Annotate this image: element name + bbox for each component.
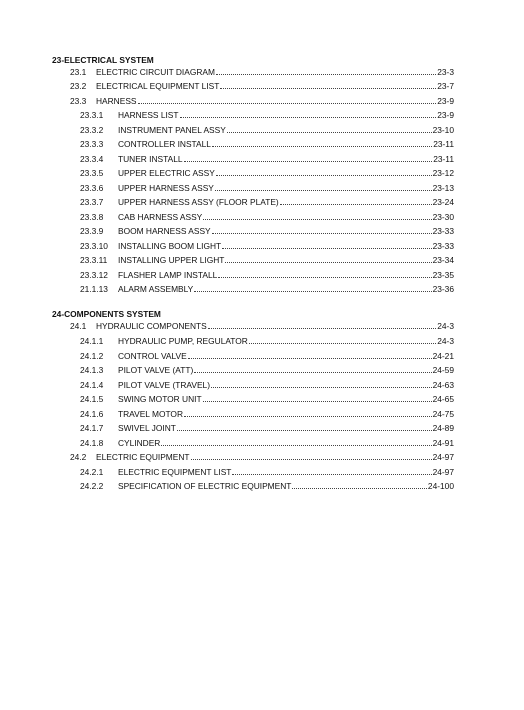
- toc-entry[interactable]: [70, 321, 454, 331]
- entry-page: 23-10: [432, 125, 454, 135]
- section-title: 24-COMPONENTS SYSTEM: [52, 309, 161, 319]
- dot-leader: [208, 327, 436, 329]
- entry-label: TRAVEL MOTOR: [118, 409, 183, 419]
- toc-entry[interactable]: [80, 423, 454, 433]
- entry-page: 24-100: [427, 481, 454, 491]
- entry-number: 23.2: [70, 81, 87, 91]
- entry-number: 23.3.7: [80, 197, 104, 207]
- dot-leader: [203, 218, 431, 220]
- entry-page: 23-13: [432, 183, 454, 193]
- entry-page: 24-3: [437, 321, 454, 331]
- entry-label: CAB HARNESS ASSY: [118, 212, 203, 222]
- dot-leader: [188, 357, 432, 359]
- dot-leader: [222, 247, 431, 249]
- dot-leader: [227, 131, 432, 133]
- dot-leader: [184, 415, 432, 417]
- entry-number: 21.1.13: [80, 284, 108, 294]
- dot-leader: [212, 145, 432, 147]
- entry-number: 23.3.8: [80, 212, 104, 222]
- entry-label: ELECTRIC CIRCUIT DIAGRAM: [96, 67, 215, 77]
- entry-page: 24-3: [437, 336, 454, 346]
- entry-label: INSTALLING UPPER LIGHT: [118, 255, 225, 265]
- toc-entry[interactable]: [70, 96, 454, 106]
- entry-label: HARNESS: [96, 96, 137, 106]
- dot-leader: [292, 487, 427, 489]
- dot-leader: [215, 189, 432, 191]
- entry-page: 24-91: [432, 438, 454, 448]
- entry-page: 23-9: [437, 110, 454, 120]
- entry-number: 23.3.2: [80, 125, 104, 135]
- entry-label: PILOT VALVE (TRAVEL): [118, 380, 210, 390]
- dot-leader: [211, 386, 432, 388]
- dot-leader: [216, 73, 436, 75]
- entry-page: 23-36: [432, 284, 454, 294]
- toc-entry[interactable]: [70, 67, 454, 77]
- entry-number: 23.3.3: [80, 139, 104, 149]
- entry-page: 23-30: [432, 212, 454, 222]
- entry-label: INSTALLING BOOM LIGHT: [118, 241, 222, 251]
- entry-label: BOOM HARNESS ASSY: [118, 226, 211, 236]
- toc-entry[interactable]: [80, 125, 454, 135]
- entry-page: 24-21: [432, 351, 454, 361]
- entry-number: 23.1: [70, 67, 87, 77]
- dot-leader: [280, 203, 432, 205]
- entry-page: 23-3: [437, 67, 454, 77]
- toc-entry[interactable]: [80, 351, 454, 361]
- entry-label: FLASHER LAMP INSTALL: [118, 270, 218, 280]
- toc-entry[interactable]: [80, 365, 454, 375]
- toc-entry[interactable]: [80, 270, 454, 280]
- entry-label: ELECTRIC EQUIPMENT LIST: [118, 467, 232, 477]
- toc-entry[interactable]: [80, 139, 454, 149]
- entry-label: CYLINDER: [118, 438, 161, 448]
- toc-entry[interactable]: [70, 81, 454, 91]
- dot-leader: [180, 116, 437, 118]
- entry-page: 23-12: [432, 168, 454, 178]
- entry-label: HYDRAULIC PUMP, REGULATOR: [118, 336, 248, 346]
- entry-page: 24-89: [432, 423, 454, 433]
- toc-entry[interactable]: [80, 467, 454, 477]
- entry-page: 23-9: [437, 96, 454, 106]
- entry-page: 24-97: [432, 467, 454, 477]
- entry-number: 24.1.3: [80, 365, 104, 375]
- entry-label: INSTRUMENT PANEL ASSY: [118, 125, 226, 135]
- dot-leader: [191, 458, 432, 460]
- toc-entry[interactable]: [80, 255, 454, 265]
- entry-label: HARNESS LIST: [118, 110, 179, 120]
- entry-page: 24-97: [432, 452, 454, 462]
- dot-leader: [232, 473, 431, 475]
- entry-label: UPPER ELECTRIC ASSY: [118, 168, 215, 178]
- entry-number: 23.3.1: [80, 110, 104, 120]
- entry-number: 23.3.12: [80, 270, 108, 280]
- entry-page: 23-34: [432, 255, 454, 265]
- entry-label: ALARM ASSEMBLY: [118, 284, 194, 294]
- toc-entry[interactable]: [80, 241, 454, 251]
- entry-page: 23-33: [432, 241, 454, 251]
- toc-entry[interactable]: [80, 226, 454, 236]
- dot-leader: [194, 290, 431, 292]
- dot-leader: [184, 160, 433, 162]
- dot-leader: [161, 444, 431, 446]
- entry-number: 24.1.5: [80, 394, 104, 404]
- dot-leader: [249, 342, 436, 344]
- entry-label: CONTROLLER INSTALL: [118, 139, 211, 149]
- entry-number: 23.3.10: [80, 241, 108, 251]
- entry-number: 23.3.5: [80, 168, 104, 178]
- toc-entry[interactable]: [80, 110, 454, 120]
- entry-label: PILOT VALVE (ATT): [118, 365, 194, 375]
- dot-leader: [203, 400, 432, 402]
- entry-page: 23-35: [432, 270, 454, 280]
- entry-label: UPPER HARNESS ASSY: [118, 183, 214, 193]
- toc-entry[interactable]: [80, 438, 454, 448]
- entry-number: 24.2.2: [80, 481, 104, 491]
- entry-page: 23-24: [432, 197, 454, 207]
- entry-number: 24.1: [70, 321, 87, 331]
- toc-entry[interactable]: [80, 183, 454, 193]
- toc-entry[interactable]: [80, 284, 454, 294]
- entry-label: ELECTRICAL EQUIPMENT LIST: [96, 81, 220, 91]
- toc-entry[interactable]: [80, 380, 454, 390]
- entry-label: UPPER HARNESS ASSY (FLOOR PLATE): [118, 197, 279, 207]
- entry-number: 24.2: [70, 452, 87, 462]
- toc-entry[interactable]: [80, 168, 454, 178]
- entry-page: 23-11: [433, 154, 454, 164]
- toc-entry[interactable]: [80, 409, 454, 419]
- entry-page: 24-63: [432, 380, 454, 390]
- entry-number: 24.2.1: [80, 467, 104, 477]
- entry-number: 24.1.2: [80, 351, 104, 361]
- toc-entry[interactable]: [70, 452, 454, 462]
- toc-entry[interactable]: [80, 197, 454, 207]
- entry-page: 23-7: [437, 81, 454, 91]
- dot-leader: [220, 87, 436, 89]
- dot-leader: [225, 261, 431, 263]
- entry-number: 24.1.8: [80, 438, 104, 448]
- entry-page: 23-11: [433, 139, 454, 149]
- entry-number: 24.1.6: [80, 409, 104, 419]
- dot-leader: [138, 102, 437, 104]
- dot-leader: [194, 371, 431, 373]
- toc-entry[interactable]: [80, 212, 454, 222]
- entry-label: TUNER INSTALL: [118, 154, 183, 164]
- entry-number: 23.3.9: [80, 226, 104, 236]
- entry-number: 23.3: [70, 96, 87, 106]
- dot-leader: [212, 232, 432, 234]
- dot-leader: [218, 276, 431, 278]
- entry-number: 24.1.4: [80, 380, 104, 390]
- entry-label: SWING MOTOR UNIT: [118, 394, 202, 404]
- entry-number: 23.3.11: [80, 255, 108, 265]
- entry-number: 23.3.4: [80, 154, 104, 164]
- dot-leader: [216, 174, 432, 176]
- entry-label: SPECIFICATION OF ELECTRIC EQUIPMENT: [118, 481, 292, 491]
- entry-number: 23.3.6: [80, 183, 104, 193]
- entry-number: 24.1.1: [80, 336, 104, 346]
- entry-page: 24-59: [432, 365, 454, 375]
- entry-label: HYDRAULIC COMPONENTS: [96, 321, 207, 331]
- section-title: 23-ELECTRICAL SYSTEM: [52, 55, 154, 65]
- entry-label: CONTROL VALVE: [118, 351, 187, 361]
- dot-leader: [177, 429, 432, 431]
- entry-number: 24.1.7: [80, 423, 104, 433]
- entry-page: 23-33: [432, 226, 454, 236]
- entry-label: ELECTRIC EQUIPMENT: [96, 452, 190, 462]
- toc-entry[interactable]: [80, 154, 454, 164]
- entry-page: 24-65: [432, 394, 454, 404]
- toc-entry[interactable]: [80, 481, 454, 491]
- toc-entry[interactable]: [80, 394, 454, 404]
- entry-page: 24-75: [432, 409, 454, 419]
- entry-label: SWIVEL JOINT: [118, 423, 176, 433]
- toc-entry[interactable]: [80, 336, 454, 346]
